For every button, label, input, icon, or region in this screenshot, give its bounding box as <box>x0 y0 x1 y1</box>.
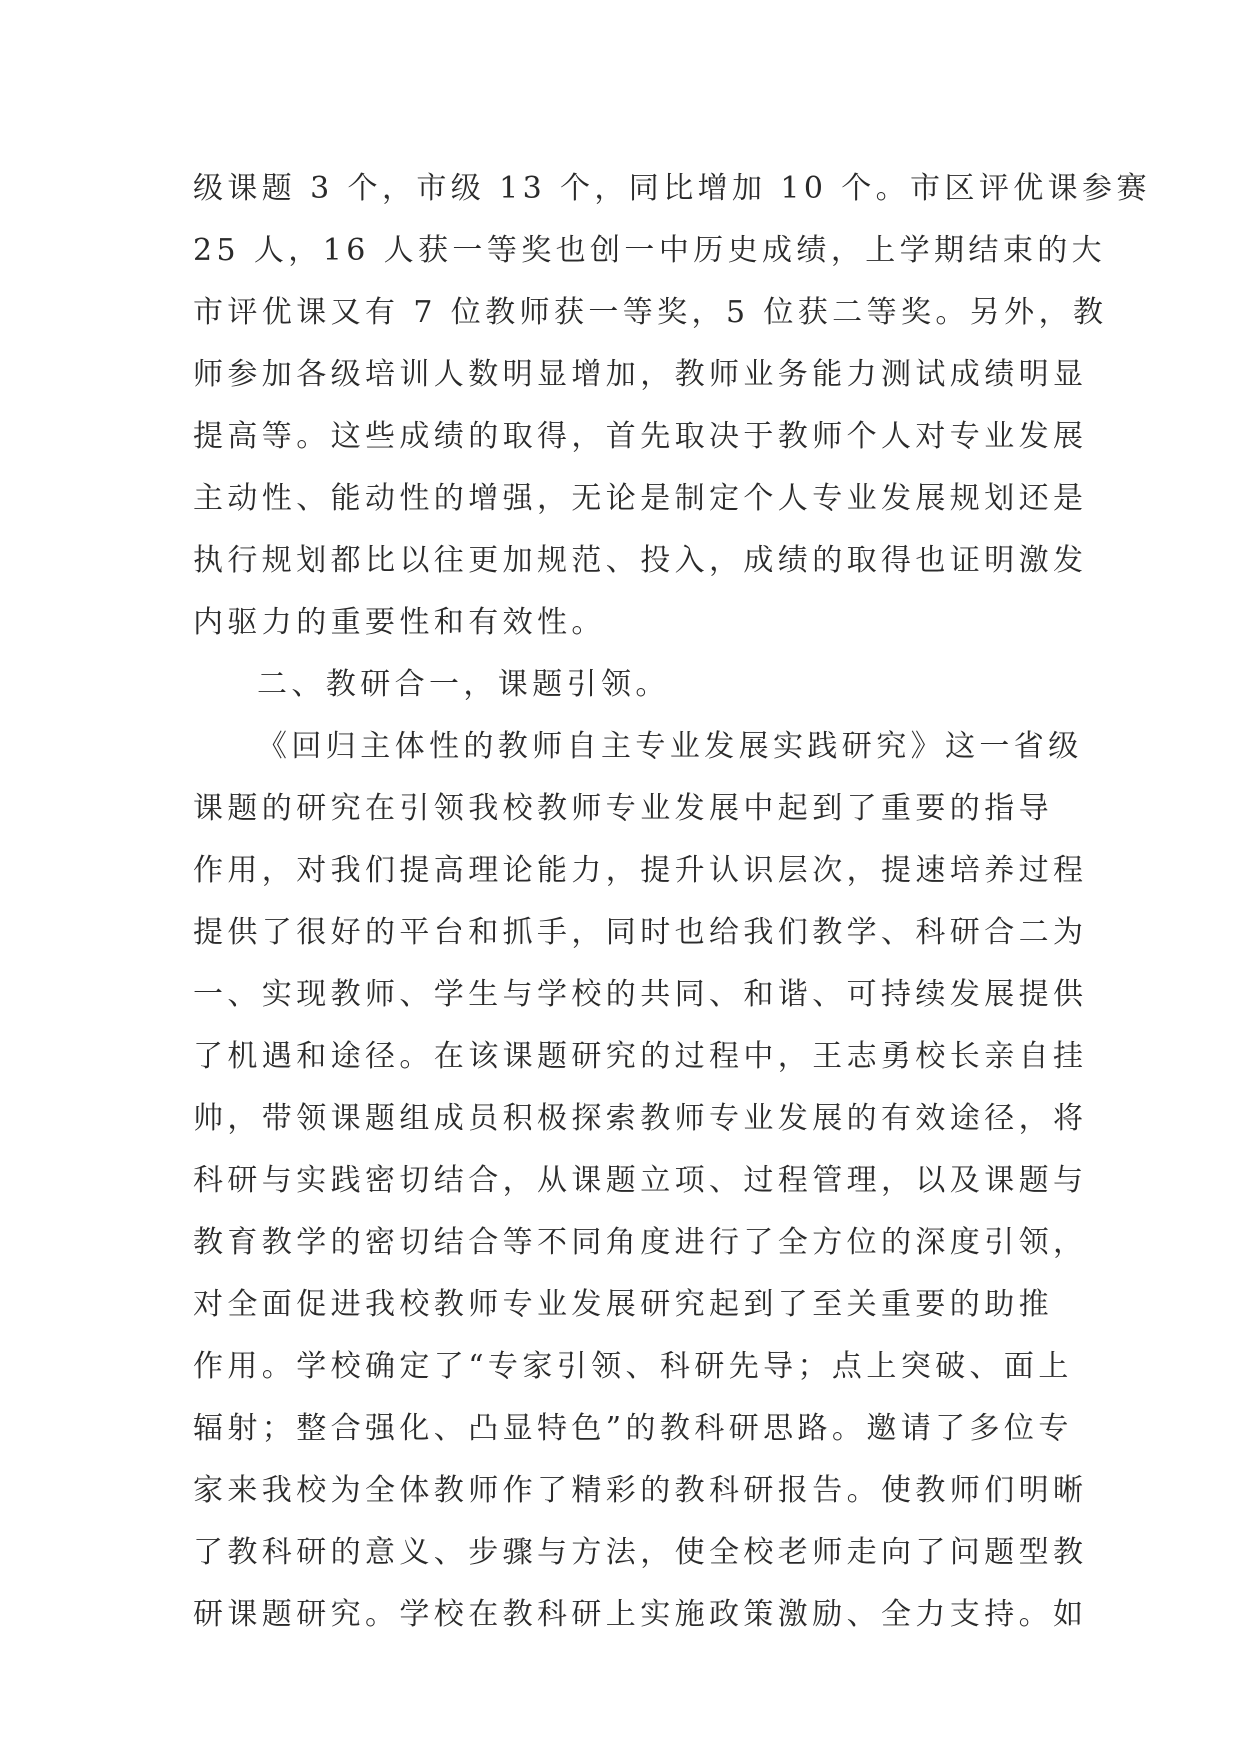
text-line: 内驱力的重要性和有效性。 <box>193 605 606 640</box>
text-line: 了教科研的意义、步骤与方法，使全校老师走向了问题型教 <box>193 1535 1088 1570</box>
text-line: 师参加各级培训人数明显增加，教师业务能力测试成绩明显 <box>193 357 1088 392</box>
text-line: 课题的研究在引领我校教师专业发展中起到了重要的指导 <box>193 791 1053 826</box>
text-line: 市评优课又有 7 位教师获一等奖，5 位获二等奖。另外，教 <box>193 295 1108 330</box>
paragraph-first-line: 《回归主体性的教师自主专业发展实践研究》这一省级 <box>257 729 1083 764</box>
text-line: 执行规划都比以往更加规范、投入，成绩的取得也证明激发 <box>193 543 1088 578</box>
section-heading: 二、教研合一，课题引领。 <box>257 667 670 702</box>
text-line: 科研与实践密切结合，从课题立项、过程管理，以及课题与 <box>193 1163 1088 1198</box>
text-line: 帅，带领课题组成员积极探索教师专业发展的有效途径，将 <box>193 1101 1088 1136</box>
text-line: 提高等。这些成绩的取得，首先取决于教师个人对专业发展 <box>193 419 1088 454</box>
text-line: 级课题 3 个，市级 13 个，同比增加 10 个。市区评优课参赛 <box>193 171 1151 206</box>
text-line: 家来我校为全体教师作了精彩的教科研报告。使教师们明晰 <box>193 1473 1088 1508</box>
text-line: 教育教学的密切结合等不同角度进行了全方位的深度引领， <box>193 1225 1088 1260</box>
text-line: 作用，对我们提高理论能力，提升认识层次，提速培养过程 <box>193 853 1088 888</box>
text-line: 作用。学校确定了“专家引领、科研先导；点上突破、面上 <box>193 1349 1073 1384</box>
text-line: 25 人，16 人获一等奖也创一中历史成绩，上学期结束的大 <box>193 233 1107 268</box>
text-line: 提供了很好的平台和抓手，同时也给我们教学、科研合二为 <box>193 915 1088 950</box>
text-line: 辐射；整合强化、凸显特色”的教科研思路。邀请了多位专 <box>193 1411 1073 1446</box>
text-line: 一、实现教师、学生与学校的共同、和谐、可持续发展提供 <box>193 977 1088 1012</box>
text-line: 研课题研究。学校在教科研上实施政策激励、全力支持。如 <box>193 1597 1088 1632</box>
text-line: 了机遇和途径。在该课题研究的过程中，王志勇校长亲自挂 <box>193 1039 1088 1074</box>
text-line: 对全面促进我校教师专业发展研究起到了至关重要的助推 <box>193 1287 1053 1322</box>
text-line: 主动性、能动性的增强，无论是制定个人专业发展规划还是 <box>193 481 1088 516</box>
body-text <box>193 158 1151 1646</box>
